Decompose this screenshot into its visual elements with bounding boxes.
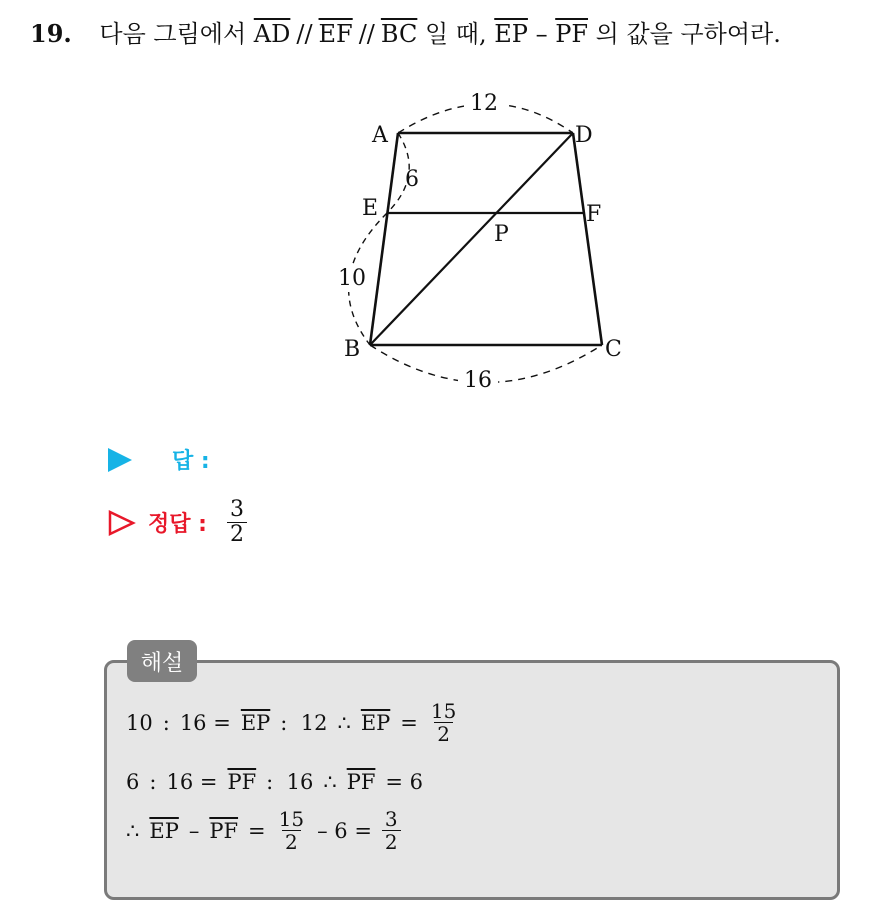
sol-segment-pf: $\overline{PF}$ xyxy=(346,770,376,794)
sol-segment-ep: $\overline{EP}$ xyxy=(149,818,179,843)
sol-fraction xyxy=(382,808,401,853)
fraction-numerator: 3 xyxy=(229,497,244,522)
sol-segment-ep: $\overline{EP}$ xyxy=(360,710,391,735)
fraction-denominator: 2 xyxy=(227,522,247,547)
outline-triangle-icon xyxy=(108,510,136,536)
length-bc: 16 xyxy=(464,368,492,393)
segment-line-dc xyxy=(573,133,602,345)
therefore-symbol: ∴ xyxy=(337,710,351,735)
solution-line-2 xyxy=(126,770,423,794)
sol-term: 10 xyxy=(126,710,153,735)
sol-term: 6 xyxy=(126,770,140,794)
sol-colon: : xyxy=(162,710,170,735)
segment-ef: $\overline{EF}$ xyxy=(318,20,353,48)
question-number: 19. xyxy=(30,19,72,48)
point-e: E xyxy=(362,196,379,221)
play-triangle-icon xyxy=(108,448,132,472)
solution-tab: 해설 xyxy=(127,640,197,682)
fraction-numerator: 15 xyxy=(278,807,305,831)
sol-term: : 12 xyxy=(280,710,328,735)
segment-ep: $\overline{EP}$ xyxy=(494,20,528,48)
length-ad: 12 xyxy=(470,91,498,116)
sol-fraction xyxy=(428,700,459,745)
length-ae: 6 xyxy=(405,167,419,192)
segment-line-ab xyxy=(370,133,398,345)
fraction-denominator: 2 xyxy=(434,722,453,745)
length-eb: 10 xyxy=(338,266,366,291)
therefore-symbol: ∴ xyxy=(323,770,337,794)
solution-line-1 xyxy=(126,700,459,745)
segment-pf: $\overline{PF}$ xyxy=(555,20,589,48)
sol-equals: = xyxy=(248,818,266,843)
question-text xyxy=(30,14,781,49)
sol-term: – 6 = xyxy=(317,818,372,843)
sol-minus: – xyxy=(188,818,200,843)
correct-answer-label: 정답 : xyxy=(148,512,207,538)
sol-segment-pf: $\overline{PF}$ xyxy=(227,770,257,794)
segment-bc: $\overline{BC}$ xyxy=(380,20,418,48)
fraction-denominator: 2 xyxy=(382,830,401,853)
point-d: D xyxy=(575,123,593,148)
segment-line-bd xyxy=(370,133,573,345)
minus-sign: – xyxy=(535,20,548,48)
correct-answer-row xyxy=(108,498,247,547)
therefore-symbol: ∴ xyxy=(126,818,140,843)
parallel-symbol: // xyxy=(296,20,313,48)
sol-segment-pf: $\overline{PF}$ xyxy=(209,818,239,843)
sol-term: : 16 xyxy=(266,770,314,794)
point-b: B xyxy=(344,337,361,362)
fraction-numerator: 3 xyxy=(384,807,398,831)
point-c: C xyxy=(605,337,622,362)
answer-row xyxy=(108,444,210,475)
correct-answer-fraction xyxy=(227,498,247,547)
parallel-symbol: // xyxy=(358,20,375,48)
fraction-denominator: 2 xyxy=(282,830,301,853)
answer-label: 답 : xyxy=(172,449,210,474)
fraction-numerator: 15 xyxy=(430,699,457,723)
sol-term: 16 = xyxy=(166,770,218,794)
sol-equals: = xyxy=(400,710,418,735)
question-prefix: 다음 그림에서 xyxy=(99,20,247,48)
point-a: A xyxy=(372,123,388,148)
solution-line-3 xyxy=(126,808,401,853)
sol-segment-ep: $\overline{EP}$ xyxy=(240,710,271,735)
question-middle: 일 때, xyxy=(424,20,487,48)
segment-ad: $\overline{AD}$ xyxy=(253,20,291,48)
point-f: F xyxy=(586,202,602,227)
sol-equals: = 6 xyxy=(385,770,424,794)
question-suffix: 의 값을 구하여라. xyxy=(595,20,781,48)
sol-colon: : xyxy=(149,770,157,794)
trapezoid-figure xyxy=(330,80,650,400)
sol-fraction xyxy=(276,808,307,853)
point-p: P xyxy=(494,222,509,247)
sol-term: 16 = xyxy=(179,710,231,735)
